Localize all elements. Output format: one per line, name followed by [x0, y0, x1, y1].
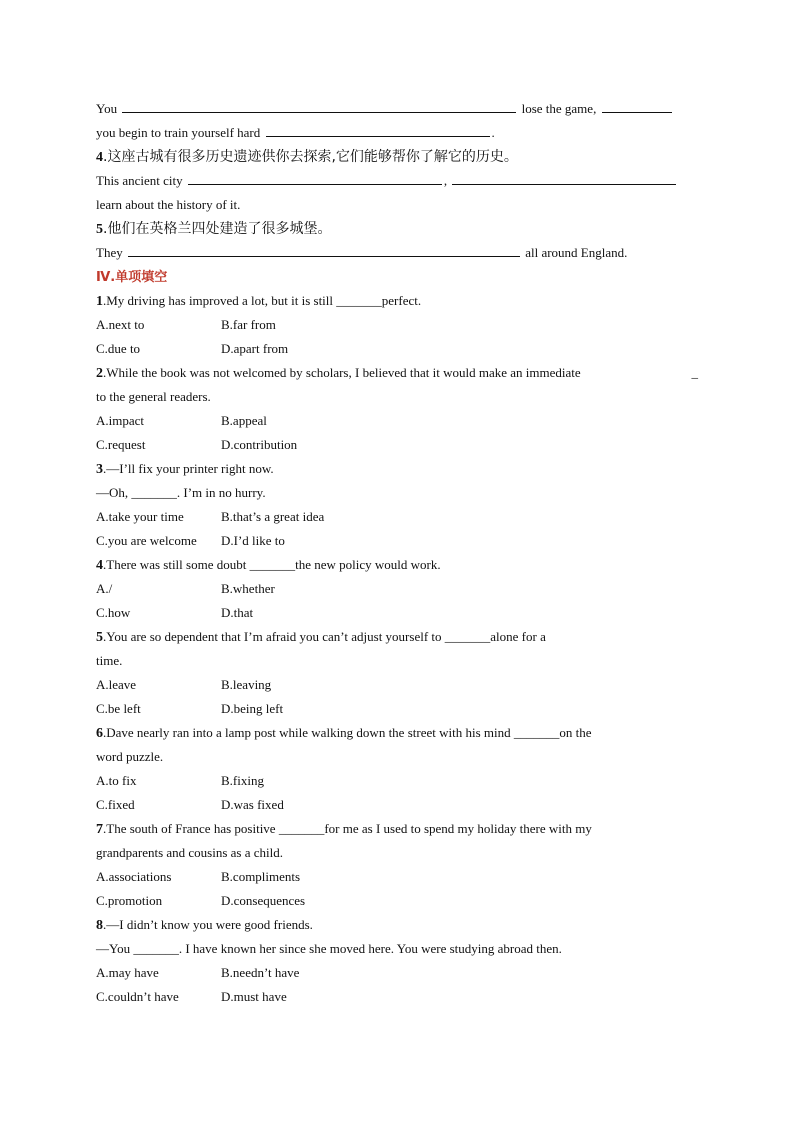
question-text: grandparents and cousins as a child.	[96, 845, 284, 860]
answer-option[interactable]: D.must have	[221, 989, 287, 1004]
answer-option[interactable]: A.impact	[96, 413, 145, 428]
options-row	[96, 697, 700, 721]
text-fragment: This ancient city	[96, 173, 183, 188]
answer-blank[interactable]	[188, 169, 442, 185]
question-text-line	[96, 289, 700, 313]
text-fragment: You	[96, 101, 118, 116]
answer-blank[interactable]	[452, 169, 676, 185]
answer-option[interactable]: B.needn’t have	[221, 965, 300, 980]
section-heading	[96, 265, 700, 289]
text-fragment: .	[491, 125, 495, 140]
options-row	[96, 577, 700, 601]
answer-option[interactable]: C.fixed	[96, 797, 135, 812]
question-text: You are so dependent that I’m afraid you can’t adjust yourself to _______alone for a	[106, 629, 546, 644]
answer-option[interactable]: B.leaving	[221, 677, 272, 692]
answer-option[interactable]: D.consequences	[221, 893, 306, 908]
question-text: to the general readers.	[96, 389, 211, 404]
chinese-prompt: .他们在英格兰四处建造了很多城堡。	[103, 221, 332, 237]
question-number: 2	[96, 366, 103, 381]
text-fragment: lose the game,	[521, 101, 597, 116]
question-text-line	[96, 553, 700, 577]
answer-option[interactable]: A.associations	[96, 869, 172, 884]
question-text: My driving has improved a lot, but it is still _______perfect.	[106, 293, 422, 308]
question-text: While the book was not welcomed by scholars, I believed that it would make an immediate	[106, 365, 581, 380]
question-number: 4	[96, 150, 103, 165]
answer-option[interactable]: D.that	[221, 605, 254, 620]
text-fragment: ,	[443, 173, 448, 188]
question-number: 4	[96, 558, 103, 573]
translation-q4-prompt	[96, 145, 700, 169]
answer-blank[interactable]	[266, 121, 490, 137]
question-number: 5	[96, 222, 103, 237]
text-fragment: learn about the history of it.	[96, 197, 241, 212]
answer-option[interactable]: C.be left	[96, 701, 141, 716]
number-dot: .	[103, 461, 107, 476]
answer-option[interactable]: C.request	[96, 437, 146, 452]
options-row	[96, 769, 700, 793]
question-text-line	[96, 457, 700, 481]
answer-option[interactable]: A.take your time	[96, 509, 184, 524]
question-text: —You _______. I have known her since she moved here. You were studying abroad then.	[96, 941, 562, 956]
answer-option[interactable]: A./	[96, 581, 113, 596]
question-text: —I’ll fix your printer right now.	[106, 461, 274, 476]
number-dot: .	[103, 557, 107, 572]
answer-blank[interactable]	[602, 97, 672, 113]
answer-option[interactable]: C.due to	[96, 341, 141, 356]
question-number: 3	[96, 462, 103, 477]
options-row	[96, 985, 700, 1009]
translation-q4-line1	[96, 169, 700, 193]
question-text: —Oh, _______. I’m in no hurry.	[96, 485, 266, 500]
answer-option[interactable]: C.you are welcome	[96, 533, 197, 548]
translation-q5-line	[96, 241, 700, 265]
number-dot: .	[103, 629, 107, 644]
question-text-line	[96, 361, 700, 385]
options-row	[96, 961, 700, 985]
options-row	[96, 673, 700, 697]
answer-option[interactable]: A.leave	[96, 677, 137, 692]
number-dot: .	[103, 917, 107, 932]
translation-q4-line2	[96, 193, 700, 217]
number-dot: .	[103, 821, 107, 836]
answer-option[interactable]: A.may have	[96, 965, 159, 980]
question-text-line	[96, 841, 700, 865]
options-row	[96, 313, 700, 337]
options-row	[96, 433, 700, 457]
options-row	[96, 865, 700, 889]
answer-option[interactable]: B.appeal	[221, 413, 267, 428]
options-row	[96, 337, 700, 361]
question-number: 5	[96, 630, 103, 645]
question-text-line	[96, 937, 700, 961]
multiple-choice-list	[96, 289, 700, 1009]
options-row	[96, 505, 700, 529]
section-title: Ⅳ.单项填空	[96, 270, 168, 285]
chinese-prompt: .这座古城有很多历史遗迹供你去探索,它们能够帮你了解它的历史。	[103, 149, 518, 165]
translation-q3-line2	[96, 121, 700, 145]
number-dot: .	[103, 725, 107, 740]
options-row	[96, 601, 700, 625]
question-text-line	[96, 481, 700, 505]
answer-option[interactable]: D.apart from	[221, 341, 289, 356]
answer-option[interactable]: A.to fix	[96, 773, 137, 788]
options-row	[96, 529, 700, 553]
worksheet-page	[96, 97, 700, 1009]
question-number: 8	[96, 918, 103, 933]
question-text: —I didn’t know you were good friends.	[106, 917, 313, 932]
answer-option[interactable]: A.next to	[96, 317, 145, 332]
options-row	[96, 409, 700, 433]
answer-option[interactable]: D.was fixed	[221, 797, 284, 812]
question-text: Dave nearly ran into a lamp post while walking down the street with his mind _______on the	[106, 725, 592, 740]
blank-mark: _	[691, 365, 698, 380]
answer-blank[interactable]	[122, 97, 516, 113]
answer-option[interactable]: D.I’d like to	[221, 533, 285, 548]
question-number: 7	[96, 822, 103, 837]
translation-q3-line1	[96, 97, 700, 121]
question-text-line	[96, 745, 700, 769]
number-dot: .	[103, 293, 107, 308]
answer-option[interactable]: C.how	[96, 605, 131, 620]
question-text: There was still some doubt _______the new policy would work.	[106, 557, 441, 572]
answer-option[interactable]: D.being left	[221, 701, 284, 716]
answer-option[interactable]: D.contribution	[221, 437, 298, 452]
text-fragment: you begin to train yourself hard	[96, 125, 261, 140]
options-row	[96, 793, 700, 817]
answer-option[interactable]: B.far from	[221, 317, 276, 332]
question-text-line	[96, 625, 700, 649]
question-text-line	[96, 913, 700, 937]
answer-option[interactable]: C.promotion	[96, 893, 163, 908]
answer-option[interactable]: B.fixing	[221, 773, 264, 788]
answer-option[interactable]: B.whether	[221, 581, 275, 596]
number-dot: .	[103, 365, 107, 380]
options-row	[96, 889, 700, 913]
question-text-line	[96, 385, 700, 409]
text-fragment: They	[96, 245, 123, 260]
translation-q5-prompt	[96, 217, 700, 241]
question-text-line	[96, 649, 700, 673]
question-number: 6	[96, 726, 103, 741]
question-text: time.	[96, 653, 123, 668]
text-fragment: all around England.	[525, 245, 628, 260]
answer-option[interactable]: C.couldn’t have	[96, 989, 179, 1004]
question-text: word puzzle.	[96, 749, 164, 764]
question-text-line	[96, 817, 700, 841]
question-text-line	[96, 721, 700, 745]
answer-option[interactable]: B.compliments	[221, 869, 301, 884]
answer-blank[interactable]	[128, 241, 520, 257]
question-text: The south of France has positive _______for me as I used to spend my holiday there with my	[106, 821, 592, 836]
question-number: 1	[96, 294, 103, 309]
answer-option[interactable]: B.that’s a great idea	[221, 509, 325, 524]
